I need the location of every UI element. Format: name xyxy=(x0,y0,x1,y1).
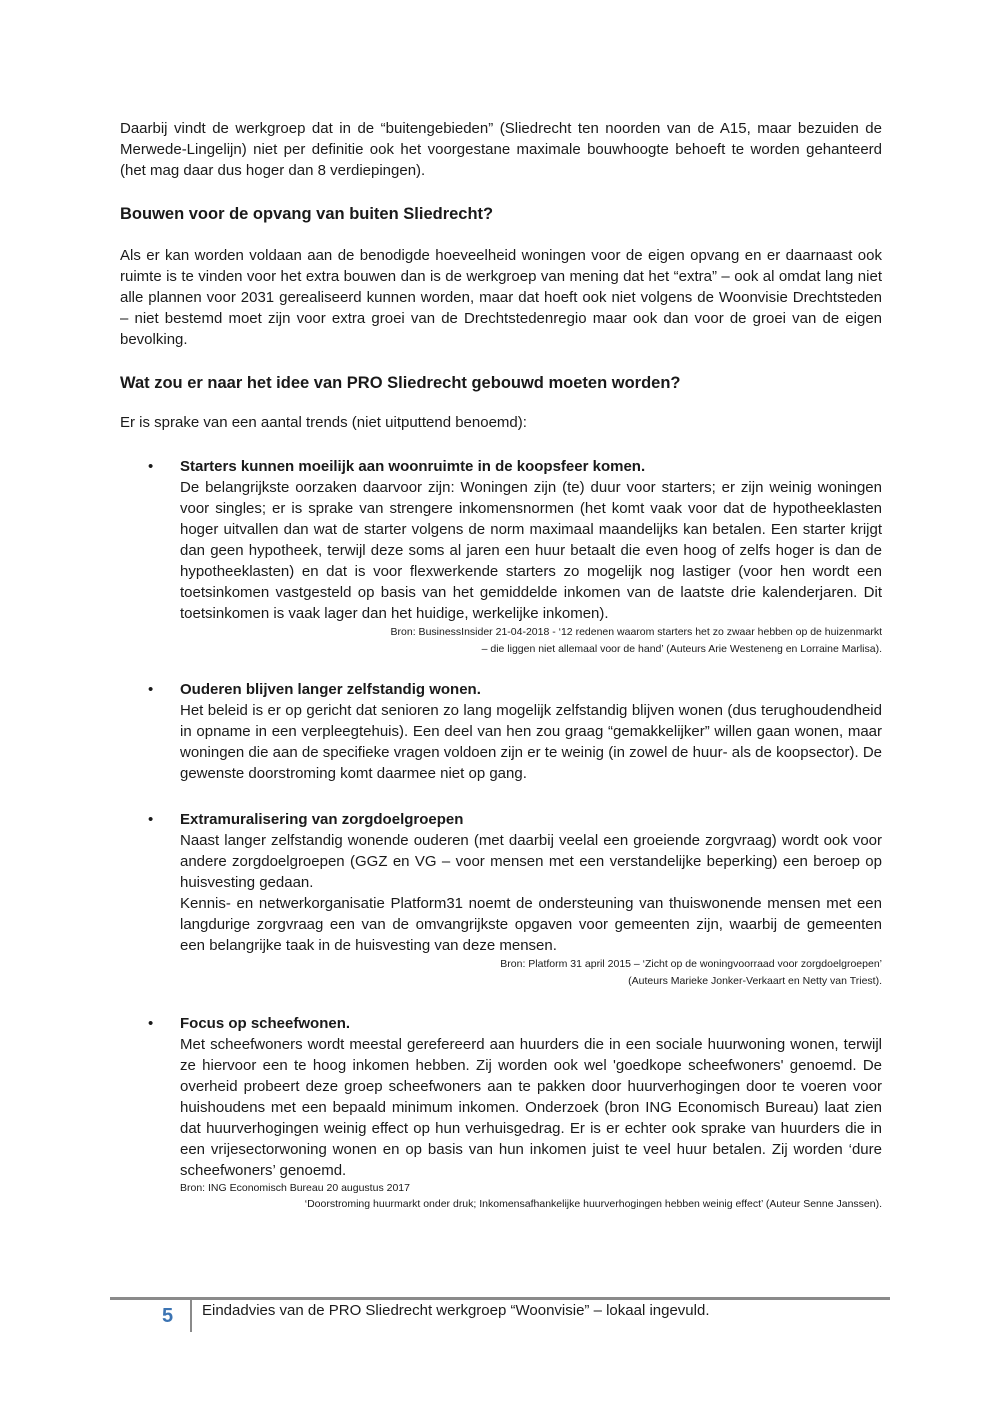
footer-separator xyxy=(190,1300,192,1332)
source-line: Bron: Platform 31 april 2015 – ‘Zicht op de woningvoorraad voor zorgdoelgroepen’ xyxy=(500,958,882,970)
trends-intro: Er is sprake van een aantal trends (niet uitputtend benoemd): xyxy=(120,414,527,431)
trend-item-starters xyxy=(120,456,882,657)
trend-paragraph: Kennis- en netwerkorganisatie Platform31 noemt de ondersteuning van thuiswonende mensen met een langdurige zorgvraag een van de omvangrijkste opgaven voor gemeenten zijn, waarbij de gemeenten een belangrijke taak in de huisvesting van deze mensen. xyxy=(180,895,882,954)
trend-item-ouderen xyxy=(120,679,882,784)
source-line: Bron: ING Economisch Bureau 20 augustus 2017 xyxy=(180,1182,410,1194)
bullet-icon: • xyxy=(148,1015,154,1032)
bullet-icon: • xyxy=(148,811,154,828)
trend-title: Focus op scheefwonen. xyxy=(180,1015,351,1032)
section-paragraph-bouwen: Als er kan worden voldaan aan de benodigde hoeveelheid woningen voor de eigen opvang en er daarnaast ook ruimte is te vinden voor het extra bouwen dan is de werkgroep van mening dat het “extra” – ook al omdat lang niet alle plannen voor 2031 gerealiseerd kunnen worden, maar dat hoeft ook niet volgens de Woonvisie Drechtsteden – niet bestemd moet zijn voor extra groei van de Drechtstedenregio maar ook dan voor de groei van de eigen bevolking. xyxy=(120,247,882,348)
section-heading-wat: Wat zou er naar het idee van PRO Sliedrecht gebouwd moeten worden? xyxy=(120,374,681,392)
list-spacer xyxy=(120,657,882,679)
bullet-icon: • xyxy=(148,681,154,698)
trend-title: Extramuralisering van zorgdoelgroepen xyxy=(180,811,464,828)
list-spacer xyxy=(120,784,882,809)
trends-list xyxy=(120,456,882,1212)
source-line: ‘Doorstroming huurmarkt onder druk; Inkomensafhankelijke huurverhogingen hebben weinig effect’ (Auteur Senne Janssen). xyxy=(304,1198,882,1210)
trend-title: Ouderen blijven langer zelfstandig wonen. xyxy=(180,681,481,698)
trend-paragraph: De belangrijkste oorzaken daarvoor zijn: Woningen zijn (te) duur voor starters; er zijn weinig woningen voor singles; er is sprake van strengere inkomensnormen (het komt vaak voor dat de hypotheeklasten hoger uitvallen dan wat de starter volgens de norm maximaal maandelijks kan betalen. Een starter krijgt dan geen hypotheek, terwijl deze soms al jaren een huur betaalt die even hoog of zelfs hoger is dan de hypotheeklasten) en dat is voor flexwerkende starters zo mogelijk nog lastiger (voor hen wordt een toetsinkomen vastgesteld op basis van het gemiddelde inkomen van de laatste drie kalenderjaren. Dit toetsinkomen is vaak lager dan het huidige, werkelijke inkomen). xyxy=(180,479,882,622)
source-line: Bron: BusinessInsider 21-04-2018 - ‘12 redenen waarom starters het zo zwaar hebben op de huizenmarkt xyxy=(390,626,882,638)
trend-paragraph: Met scheefwoners wordt meestal gerefereerd aan huurders die in een sociale huurwoning wonen, terwijl ze hiervoor een te hoog inkomen hebben. Zij worden ook wel 'goedkope scheefwoners' genoemd. De overheid probeert deze groep scheefwoners aan te pakken door huurverhogingen door te voeren voor huishoudens met een bepaald minimum inkomen. Onderzoek (bron ING Economisch Bureau) laat zien dat huurverhogingen weinig effect op hun verhuisgedrag. Er is er echter ook sprake van huurders die in een vrijesectorwoning wonen en op basis van hun inkomen juist te veel huur betalen. Zij worden ‘dure scheefwoners’ genoemd. xyxy=(180,1036,882,1179)
footer-rule xyxy=(110,1297,890,1300)
source-line: (Auteurs Marieke Jonker-Verkaart en Netty van Triest). xyxy=(628,975,882,987)
trend-item-extramuralisering xyxy=(120,809,882,989)
page-content xyxy=(120,118,882,1212)
trend-title: Starters kunnen moeilijk aan woonruimte in de koopsfeer komen. xyxy=(180,458,646,475)
page-footer xyxy=(110,1297,890,1337)
bullet-icon: • xyxy=(148,458,154,475)
list-spacer xyxy=(120,989,882,1013)
section-heading-bouwen: Bouwen voor de opvang van buiten Sliedrecht? xyxy=(120,205,494,223)
intro-paragraph: Daarbij vindt de werkgroep dat in de “buitengebieden” (Sliedrecht ten noorden van de A15, maar bezuiden de Merwede-Lingelijn) niet per definitie ook het voorgestane maximale bouwhoogte behoeft te worden gehanteerd (het mag daar dus hoger dan 8 verdiepingen). xyxy=(120,120,882,179)
page-number: 5 xyxy=(162,1305,174,1327)
trend-paragraph: Naast langer zelfstandig wonende ouderen (met daarbij veelal een groeiende zorgvraag) wordt ook voor andere zorgdoelgroepen (GGZ en VG – voor mensen met een verstandelijke beperking) een beroep op huisvesting gedaan. xyxy=(180,832,882,891)
trend-paragraph: Het beleid is er op gericht dat senioren zo lang mogelijk zelfstandig blijven wonen (dus terughoudendheid in opname in een verpleegtehuis). Een deel van hen zou graag “gemakkelijker” willen gaan wonen, maar woningen die aan de specifieke vragen voldoen zijn er te weinig (in zowel de huur- als de koopsector). De gewenste doorstroming komt daarmee niet op gang. xyxy=(180,702,882,782)
source-line: – die liggen niet allemaal voor de hand’ (Auteurs Arie Westeneng en Lorraine Marlisa). xyxy=(481,643,882,655)
footer-text: Eindadvies van de PRO Sliedrecht werkgroep “Woonvisie” – lokaal ingevuld. xyxy=(202,1302,710,1319)
trend-item-scheefwonen xyxy=(120,1013,882,1212)
